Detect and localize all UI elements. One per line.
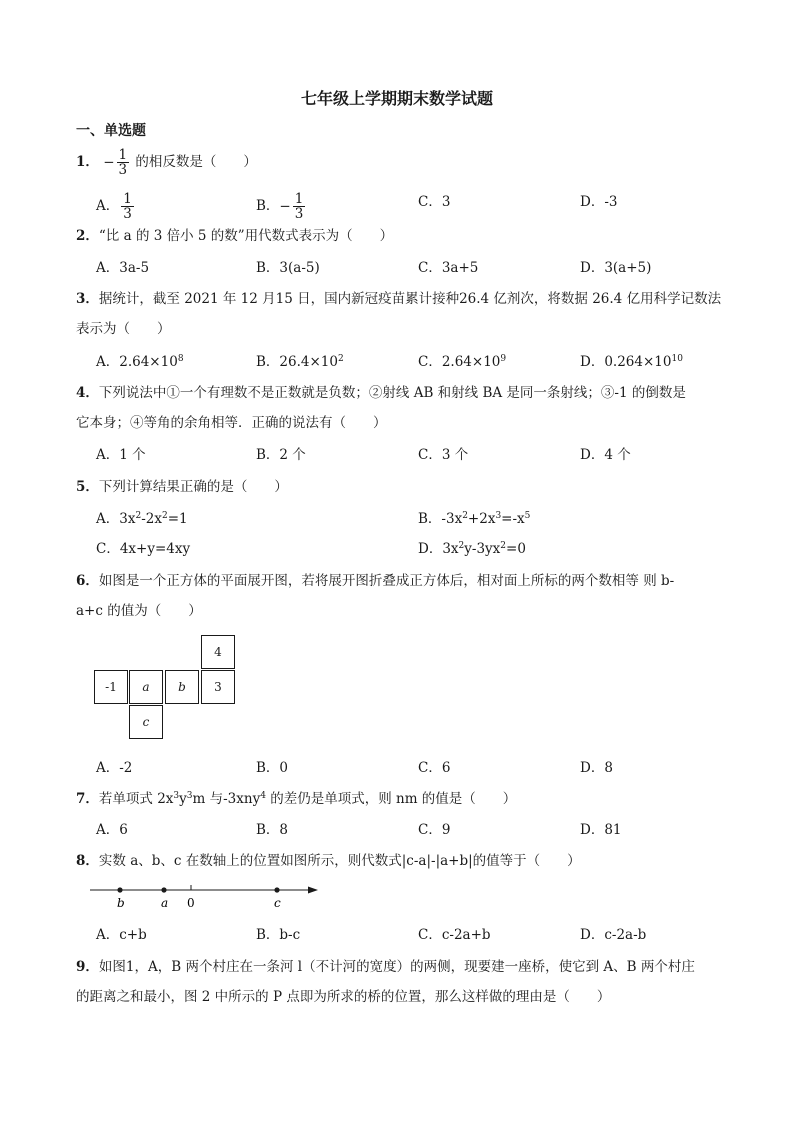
option-text: C．2.64×10 bbox=[418, 354, 501, 370]
question-text: “比 a 的 3 倍小 5 的数”用代数式表示为（ ） bbox=[98, 228, 394, 244]
question-text: 若单项式 2x bbox=[98, 791, 174, 807]
page-title: 七年级上学期期末数学试题 bbox=[300, 89, 493, 108]
minus-sign: − bbox=[279, 198, 291, 215]
question-9 bbox=[76, 957, 695, 977]
option-c: C．3 个 bbox=[418, 447, 469, 463]
option-d: D．8 bbox=[580, 760, 613, 776]
option-text: B．-3x bbox=[418, 511, 463, 527]
option-a bbox=[96, 192, 136, 221]
option-a: A．c+b bbox=[96, 927, 147, 943]
exponent: 3 bbox=[173, 791, 180, 801]
net-cell: c bbox=[129, 705, 163, 739]
fraction-denominator: 3 bbox=[294, 206, 304, 222]
question-3 bbox=[76, 289, 721, 309]
exponent: 2 bbox=[462, 511, 468, 521]
exponent: 2 bbox=[500, 541, 507, 551]
question-6 bbox=[76, 571, 674, 591]
option-d: D．3(a+5) bbox=[580, 260, 652, 276]
fraction-denominator: 3 bbox=[123, 206, 132, 222]
exponent: 2 bbox=[135, 511, 142, 521]
exponent: 3 bbox=[186, 791, 193, 801]
label-a: a bbox=[161, 896, 169, 910]
option-text: A．3x bbox=[96, 511, 136, 527]
number-line-figure bbox=[90, 876, 330, 910]
option-a bbox=[96, 352, 184, 372]
question-number: 1． bbox=[76, 154, 99, 170]
option-text: B．26.4×10 bbox=[256, 354, 338, 370]
question-text: 实数 a、b、c 在数轴上的位置如图所示，则代数式|c-a|-|a+b|的值等于（ ） bbox=[98, 853, 581, 869]
question-text: y bbox=[179, 791, 187, 807]
fraction bbox=[117, 148, 130, 177]
exponent: 9 bbox=[500, 354, 507, 364]
option-text: -2x bbox=[141, 511, 162, 527]
exponent: 3 bbox=[495, 511, 502, 521]
option-text: =-x bbox=[501, 511, 525, 527]
option-d: D．-3 bbox=[580, 194, 618, 210]
arrow-right-icon bbox=[308, 887, 318, 894]
net-cell: a bbox=[129, 670, 163, 704]
option-b: B．0 bbox=[256, 760, 289, 776]
option-text: =1 bbox=[167, 511, 188, 527]
question-8 bbox=[76, 851, 581, 871]
question-1 bbox=[76, 148, 257, 177]
option-c: C．4x+y=4xy bbox=[96, 541, 191, 557]
option-a: A．6 bbox=[96, 822, 128, 838]
question-number: 8． bbox=[76, 853, 99, 869]
net-cell: 3 bbox=[201, 670, 235, 704]
option-d: D．81 bbox=[580, 822, 622, 838]
fraction-denominator: 3 bbox=[118, 162, 128, 178]
question-number: 9． bbox=[76, 959, 99, 975]
fraction bbox=[293, 192, 306, 221]
option-c: C．c-2a+b bbox=[418, 927, 491, 943]
question-text: 的差仍是单项式，则 nm 的值是（ ） bbox=[265, 791, 517, 807]
question-number: 4． bbox=[76, 385, 99, 401]
option-d bbox=[418, 539, 526, 559]
fraction-numerator: 1 bbox=[118, 147, 128, 163]
option-d: D．4 个 bbox=[580, 447, 631, 463]
question-text: 如图1，A，B 两个村庄在一条河 l（不计河的宽度）的两侧，现要建一座桥，使它到 A、B 两个村庄 bbox=[98, 959, 695, 975]
option-text: +2x bbox=[467, 511, 496, 527]
option-c: C．9 bbox=[418, 822, 451, 838]
question-6-cont: a+c 的值为（ ） bbox=[76, 603, 202, 619]
question-5 bbox=[76, 477, 288, 497]
question-text: 下列计算结果正确的是（ ） bbox=[98, 479, 288, 495]
option-b bbox=[256, 352, 344, 372]
option-label: A． bbox=[96, 198, 120, 214]
point-c bbox=[274, 887, 279, 892]
option-b: B．2 个 bbox=[256, 447, 306, 463]
cube-net-figure bbox=[94, 635, 236, 741]
option-text: =0 bbox=[506, 541, 526, 557]
exponent: 10 bbox=[671, 354, 683, 364]
label-b: b bbox=[117, 896, 125, 910]
option-a: A．3a-5 bbox=[96, 260, 150, 276]
label-c: c bbox=[274, 896, 281, 910]
option-b: B．b-c bbox=[256, 927, 301, 943]
option-b bbox=[418, 509, 530, 529]
question-3-cont: 表示为（ ） bbox=[76, 321, 171, 337]
question-number: 6． bbox=[76, 573, 99, 589]
option-a bbox=[96, 509, 188, 529]
option-b bbox=[256, 192, 307, 221]
option-a: A．1 个 bbox=[96, 447, 146, 463]
label-zero: 0 bbox=[187, 896, 195, 910]
fraction bbox=[121, 192, 134, 221]
option-d: D．c-2a-b bbox=[580, 927, 647, 943]
option-c: C．3a+5 bbox=[418, 260, 479, 276]
question-4-cont: 它本身；④等角的余角相等．正确的说法有（ ） bbox=[76, 415, 387, 431]
question-7 bbox=[76, 789, 516, 809]
question-text: m 与-3xny bbox=[192, 791, 261, 807]
question-9-cont: 的距离之和最小，图 2 中所示的 P 点即为所求的桥的位置，那么这样做的理由是（ ） bbox=[76, 989, 611, 1005]
fraction-numerator: 1 bbox=[123, 191, 132, 207]
option-c: C．6 bbox=[418, 760, 451, 776]
minus-sign: − bbox=[103, 154, 115, 171]
exponent: 2 bbox=[458, 541, 465, 551]
option-label: B． bbox=[256, 198, 280, 214]
question-4 bbox=[76, 383, 686, 403]
point-a bbox=[161, 887, 166, 892]
exponent: 2 bbox=[337, 354, 344, 364]
net-cell: b bbox=[165, 670, 199, 704]
net-cell: -1 bbox=[94, 670, 128, 704]
option-b: B．3(a-5) bbox=[256, 260, 320, 276]
question-text: 的相反数是（ ） bbox=[131, 154, 257, 170]
option-c: C．3 bbox=[418, 194, 451, 210]
option-text: y-3yx bbox=[464, 541, 501, 557]
question-number: 2． bbox=[76, 228, 99, 244]
option-b: B．8 bbox=[256, 822, 289, 838]
exponent: 4 bbox=[260, 791, 266, 801]
exponent: 2 bbox=[161, 511, 168, 521]
exponent: 5 bbox=[524, 511, 531, 521]
question-number: 3． bbox=[76, 291, 99, 307]
question-text: 下列说法中①一个有理数不是正数就是负数；②射线 AB 和射线 BA 是同一条射线；③-1 的倒数是 bbox=[98, 385, 686, 401]
option-text: D．0.264×10 bbox=[580, 354, 672, 370]
fraction-numerator: 1 bbox=[294, 191, 304, 207]
option-text: D．3x bbox=[418, 541, 459, 557]
net-cell: 4 bbox=[201, 635, 235, 669]
option-c bbox=[418, 352, 506, 372]
question-text: 如图是一个正方体的平面展开图，若将展开图折叠成正方体后，相对面上所标的两个数相等 则 b- bbox=[98, 573, 675, 589]
question-number: 7． bbox=[76, 791, 99, 807]
question-number: 5． bbox=[76, 479, 99, 495]
question-text: 据统计，截至 2021 年 12 月15 日，国内新冠疫苗累计接种26.4 亿剂次，将数据 26.4 亿用科学记数法 bbox=[98, 291, 722, 307]
section-heading: 一、单选题 bbox=[76, 123, 146, 139]
point-b bbox=[117, 887, 122, 892]
option-text: A．2.64×10 bbox=[96, 354, 178, 370]
question-2 bbox=[76, 226, 393, 246]
option-a: A．-2 bbox=[96, 760, 133, 776]
exponent: 8 bbox=[177, 354, 184, 364]
option-d bbox=[580, 352, 683, 372]
